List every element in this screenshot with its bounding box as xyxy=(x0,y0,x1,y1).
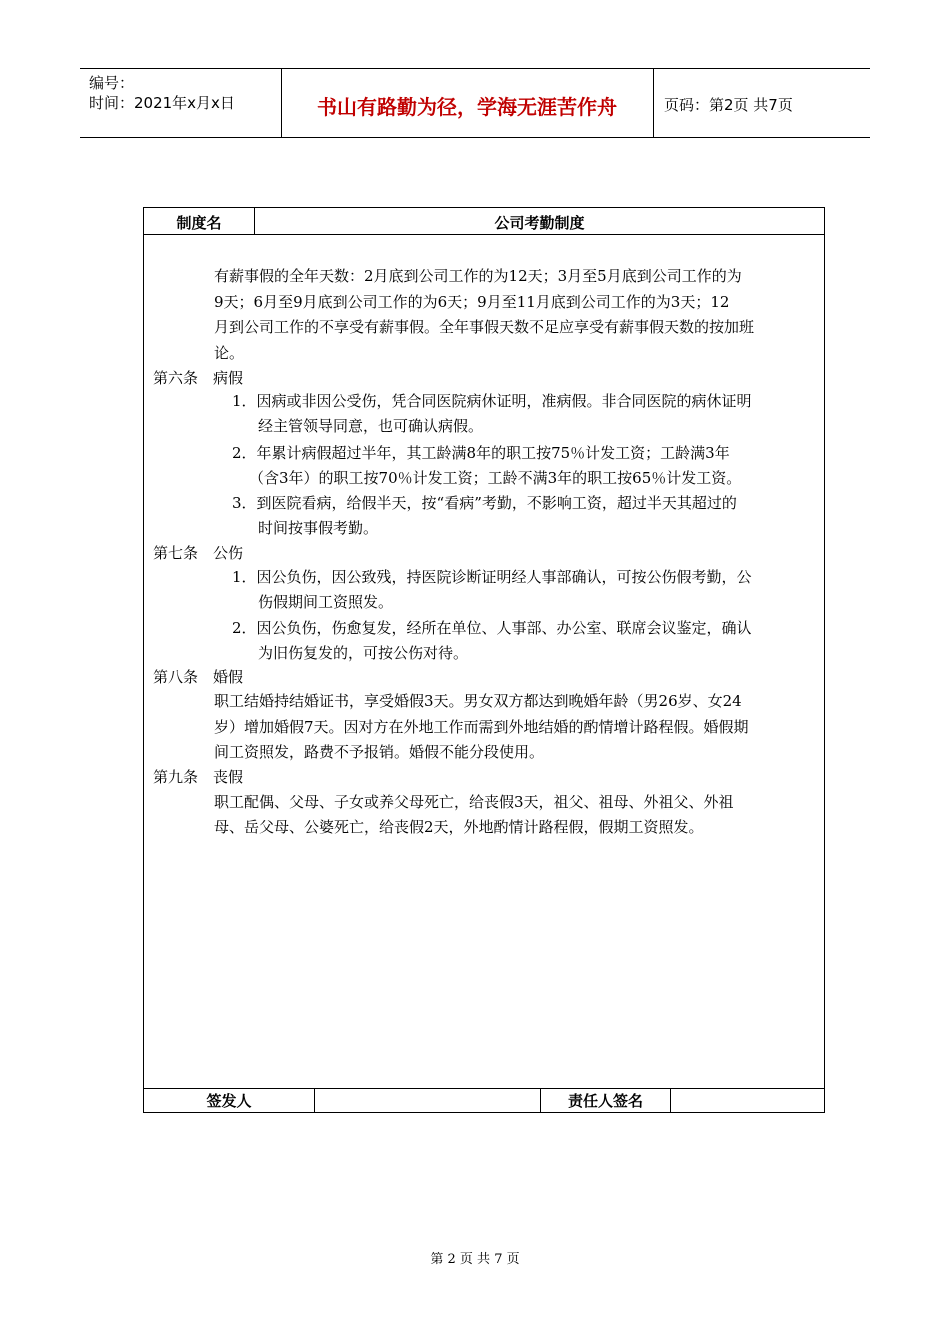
text-line: 9天；6月至9月底到公司工作的为6天；9月至11月底到公司工作的为3天；12 xyxy=(214,292,730,311)
text-line: 间工资照发，路费不予报销。婚假不能分段使用。 xyxy=(214,743,545,761)
text-line: 职工结婚持结婚证书，享受婚假3天。男女双方都达到晚婚年龄（男26岁、女24 xyxy=(214,692,742,710)
text-line: 3．到医院看病，给假半天，按“看病”考勤，不影响工资，超过半天其超过的 xyxy=(232,494,737,512)
header-number-label: 编号： xyxy=(89,74,135,92)
header-page-info: 页码：第2页 共7页 xyxy=(664,96,793,114)
text-line: 为旧伤复发的，可按公伤对待。 xyxy=(258,644,469,662)
text-line: 1．因公负伤，因公致残，持医院诊断证明经人事部确认，可按公伤假考勤，公 xyxy=(232,568,752,586)
title-value: 公司考勤制度 xyxy=(494,214,585,232)
regulation-table xyxy=(143,207,825,1113)
responsible-label: 责任人签名 xyxy=(567,1092,643,1110)
title-row xyxy=(144,208,824,235)
text-line: 岁）增加婚假7天。因对方在外地工作而需到外地结婚的酌情增计路程假。婚假期 xyxy=(214,718,749,736)
text-line: 经主管领导同意，也可确认病假。 xyxy=(258,417,484,435)
header-motto: 书山有路勤为径，学海无涯苦作舟 xyxy=(317,95,617,119)
text-line: 月到公司工作的不享受有薪事假。全年事假天数不足应享受有薪事假天数的按加班 xyxy=(214,318,755,336)
signature-row xyxy=(144,1088,824,1113)
text-line: （含3年）的职工按70％计发工资；工龄不满3年的职工按65％计发工资。 xyxy=(249,469,742,487)
text-line: 有薪事假的全年天数：2月底到公司工作的为12天；3月至5月底到公司工作的为 xyxy=(214,267,742,285)
text-line: 1．因病或非因公受伤，凭合同医院病休证明，准病假。非合同医院的病休证明 xyxy=(232,392,752,410)
text-line: 母、岳父母、公婆死亡，给丧假2天，外地酌情计路程假，假期工资照发。 xyxy=(214,818,704,836)
header-divider xyxy=(653,69,654,137)
article-heading: 第八条 婚假 xyxy=(153,668,244,686)
article-heading: 第九条 丧假 xyxy=(153,768,244,786)
header-time-label: 时间：2021年x月x日 xyxy=(89,94,235,112)
text-line: 伤假期间工资照发。 xyxy=(258,593,394,611)
signer-field[interactable] xyxy=(315,1089,540,1113)
title-label: 制度名 xyxy=(176,214,222,232)
signer-label: 签发人 xyxy=(206,1092,252,1110)
page-footer: 第 2 页 共 7 页 xyxy=(430,1252,520,1267)
text-line: 2．年累计病假超过半年，其工龄满8年的职工按75％计发工资；工龄满3年 xyxy=(232,444,730,462)
text-line: 2．因公负伤，伤愈复发，经所在单位、人事部、办公室、联席会议鉴定，确认 xyxy=(232,619,752,637)
article-heading: 第六条 病假 xyxy=(153,369,244,387)
text-line: 论。 xyxy=(214,343,245,362)
article-heading: 第七条 公伤 xyxy=(153,544,244,562)
page-header xyxy=(80,68,870,138)
text-line: 时间按事假考勤。 xyxy=(258,519,379,537)
responsible-signature-field[interactable] xyxy=(671,1089,824,1113)
header-meta xyxy=(89,73,235,113)
text-line: 职工配偶、父母、子女或养父母死亡，给丧假3天，祖父、祖母、外祖父、外祖 xyxy=(214,793,734,811)
